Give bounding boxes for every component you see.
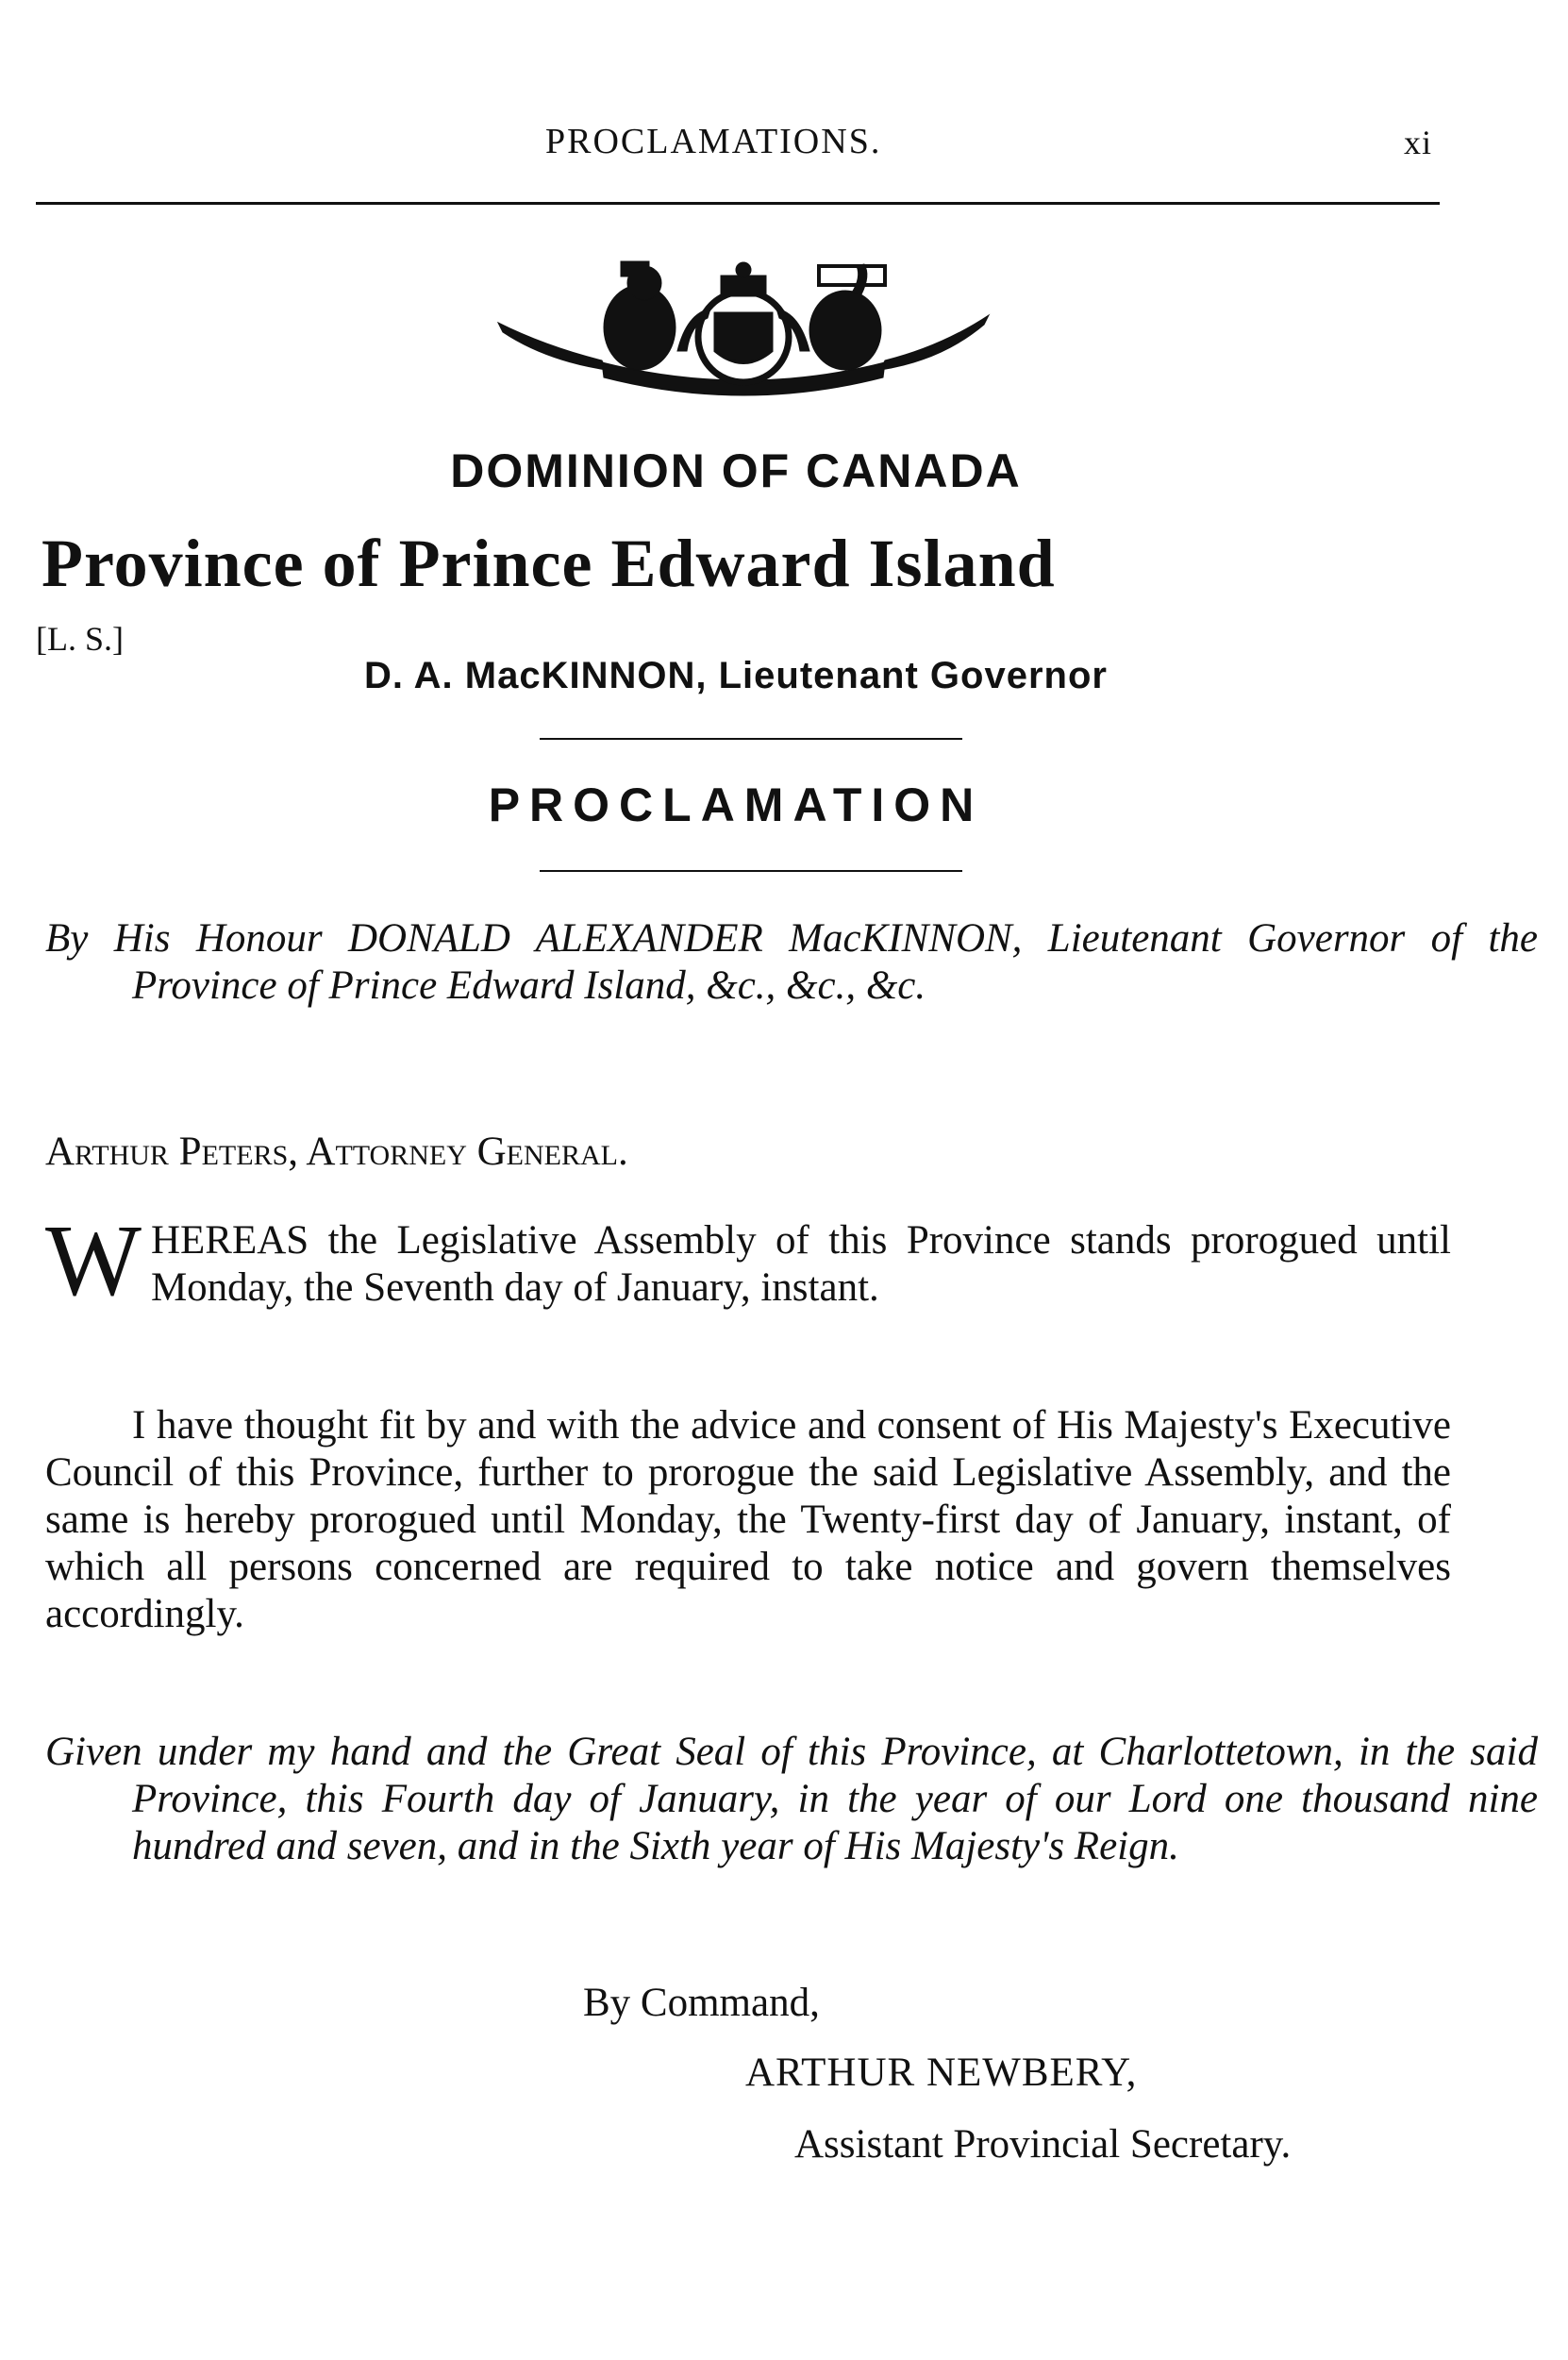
whereas-paragraph — [45, 1205, 1451, 1317]
governor-line: D. A. MacKINNON, Lieutenant Governor — [364, 655, 1108, 696]
crest-drawing — [498, 261, 989, 395]
signatory-title: Assistant Provincial Secretary. — [794, 2122, 1292, 2167]
dominion-heading: DOMINION OF CANADA — [450, 444, 1022, 497]
page-number: xi — [1404, 124, 1433, 161]
by-his-honour-paragraph: By His Honour DONALD ALEXANDER MacKINNON, Lieutenant Governor of the Province of Prince Edward Island, &c., &c., &c. — [45, 916, 1538, 1008]
royal-coat-of-arms-icon — [489, 257, 998, 417]
header-rule — [36, 202, 1440, 205]
attorney-line: Arthur Peters, Attorney General. — [45, 1130, 628, 1174]
divider-rule-lower — [540, 870, 962, 872]
seal-mark: [L. S.] — [36, 620, 124, 658]
whereas-text: HEREAS the Legislative Assembly of this Province stands prorogued until Monday, the Seventh day of January, instant. — [150, 1218, 1451, 1310]
main-paragraph: I have thought fit by and with the advice and consent of His Majesty's Executive Council of this Province, further to prorogue the said Legislative Assembly, and the same is hereby prorogued until Monday, the Twenty-first day of January, instant, of which all persons concerned are required to take notice and govern themselves accordingly. — [45, 1403, 1451, 1636]
proclamation-heading: PROCLAMATION — [488, 778, 984, 831]
by-command: By Command, — [583, 1981, 820, 2025]
running-title: PROCLAMATIONS. — [545, 122, 882, 161]
given-paragraph: Given under my hand and the Great Seal of this Province, at Charlottetown, in the said Province, this Fourth day of January, in the year of our Lord one thousand nine hundred and seven, and in the Sixth year of His Majesty's Reign. — [45, 1730, 1538, 1868]
province-title: Province of Prince Edward Island — [42, 526, 1056, 601]
drop-cap: W — [45, 1205, 142, 1317]
signatory-name: ARTHUR NEWBERY, — [745, 2050, 1138, 2095]
divider-rule-upper — [540, 738, 962, 740]
